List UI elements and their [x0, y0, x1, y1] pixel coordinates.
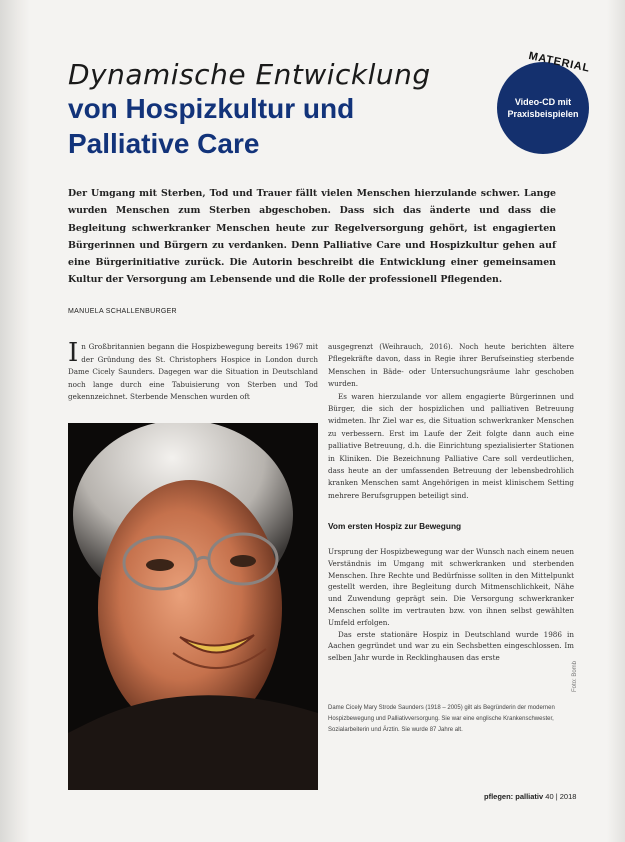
page-gutter: [0, 0, 30, 842]
page-footer: [484, 792, 576, 801]
badge-line-1: Video-CD mit: [514, 97, 572, 107]
body-right-para-4: Das erste stationäre Hospiz in Deutschland wurde 1986 in Aachen gegründet und war zu ein Sechsbetten eingeschlossen. Im selben Jahr wurde in Recklinghausen das erste: [328, 629, 574, 663]
intro-text: Der Umgang mit Sterben, Tod und Trauer fällt vielen Menschen hierzulande schwer. Lange wurden Menschen zum Sterben abgeschoben. Dass sich das änderte und dass die Begleitung schwerkranker Menschen heute zur Regelversorgung gehört, ist engagierten Bürgerinnen und Bürgern zu verdanken. Denn Palliative Care und Hospizkultur gehen auf eine Bürgerinitiative zurück. Die Autorin beschreibt die Entwicklung einer gemeinsamen Kultur der Versorgung am Lebensende und die Rolle der professionell Pflegenden.: [68, 188, 556, 286]
portrait-illustration: [68, 423, 318, 790]
body-right-column-bottom: [328, 546, 574, 664]
footer-issue: 40 | 2018: [545, 792, 577, 801]
section-subheading: Vom ersten Hospiz zur Bewegung: [328, 521, 462, 531]
portrait-photo: [68, 423, 318, 790]
body-right-column-top: [328, 341, 574, 502]
body-left-column: [68, 338, 318, 404]
footer-magazine: pflegen: palliativ: [484, 792, 544, 801]
page-edge: [607, 0, 625, 842]
body-left-text: n Großbritannien begann die Hospizbewegung bereits 1967 mit der Gründung des St. Christophers Hospice in London durch Dame Cicely Saunders. Dagegen war die Situation in Deutschland noch lange durch eine Tabuisierung von Sterben und Tod gekennzeichnet. Sterbende Menschen wurden oft: [68, 342, 318, 401]
title-line-2: von Hospizkultur und: [68, 93, 355, 124]
badge-line-2: Praxisbeispielen: [507, 109, 579, 119]
title-line-3: Palliative Care: [68, 128, 260, 159]
badge-text: [497, 96, 589, 120]
body-right-para-1: ausgegrenzt (Weihrauch, 2016). Noch heute berichten ältere Pflegekräfte davon, dass in Regie ihrer Berufseinstieg sterbende Menschen in Bäde- oder Untersuchungsräume lahr geschoben wurden.: [328, 342, 574, 389]
title-line-1: Dynamische Entwicklung: [68, 58, 431, 91]
badge-material-label: MATERIAL: [527, 50, 592, 75]
dropcap: I: [68, 338, 79, 368]
body-right-para-2: Es waren hierzulande vor allem engagierte Bürgerinnen und Bürger, die sich der hospizlichen und palliativen Betreuung widmeten. Ihr Ziel war es, die Situation schwerkranker Menschen zu verbessern. Erst im Laufe der Zeit folgte dann auch eine palliative Betreuung, d.h. die Einrichtung spezialisierter Stationen in Kliniken. Die Bezeichnung Palliative Care soll verdeutlichen, dass heute an der umfassenden Betreuung der lebensbedrohlich kranken Menschen samt Angehörigen in meist klinischem Setting mehrere Berufsgruppen beteiligt sind.: [328, 391, 574, 500]
body-right-para-3: Ursprung der Hospizbewegung war der Wunsch nach einem neuen Verständnis im Umgang mit schwerkranken und sterbenden Menschen. Ihre Rechte und Bedürfnisse sollten in den Mittelpunkt gestellt werden, ihre Begleitung durch Mitmenschlichkeit, Nähe und Zuwendung geprägt sein. Die Versorgung schwerkranker Menschen sollte im vertrauten bzw. von ihnen selbst gewählten Umfeld erfolgen.: [328, 547, 574, 627]
photo-credit: Foto: Bomb: [572, 660, 578, 692]
author-name: MANUELA SCHALLENBURGER: [68, 308, 177, 315]
photo-caption: Dame Cicely Mary Strode Saunders (1918 – 2005) gilt als Begründerin der modernen Hospizbewegung und Palliativversorgung. Sie war eine englische Krankenschwester, Sozialarbeiterin und Ärztin. Sie wurde 87 Jahre alt.: [328, 705, 555, 733]
